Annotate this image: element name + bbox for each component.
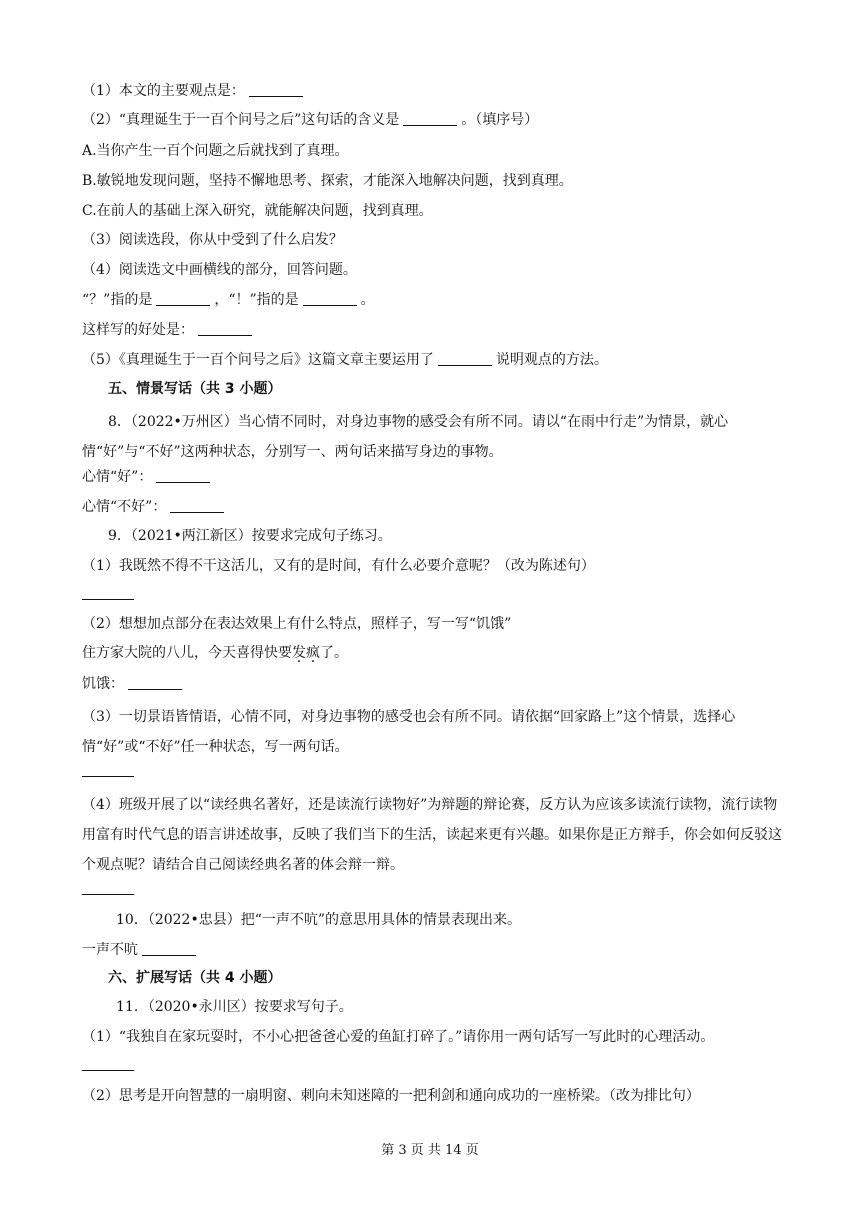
good-mood-label: 心情“好”： (82, 469, 153, 485)
q9-part4: （4）班级开展了以“读经典名著好，还是读流行读物好”为辩题的辩论赛，反方认为应该多读流行读物，流行读物用富有时代气息的语言讲述故事，反映了我们当下的生活，读起来更有兴趣。如果你是正方辩手，你会如何反驳这个观点呢？请结合自己阅读经典名著的体会辩一辩。 (82, 797, 782, 873)
section-five-heading: 五、情景写话（共 3 小题） (108, 381, 282, 397)
answer-blank (403, 111, 457, 126)
bad-mood-label: 心情“不好”： (82, 499, 167, 515)
q7-part5-text: （5）《真理诞生于一百个问号之后》这篇文章主要运用了 (82, 352, 434, 368)
q7-part2 (82, 109, 790, 131)
answer-blank (156, 291, 210, 306)
answer-line (82, 894, 134, 895)
q9-example (82, 642, 790, 664)
answer-blank (170, 498, 224, 513)
q9-part2: （2）想想加点部分在表达效果上有什么特点，照样子，写一写“饥饿” (82, 616, 512, 632)
q9-part3: （3）一切景语皆情语，心情不同，对身边事物的感受也会有所不同。请依据“回家路上”这个情景，选择心情“好”或“不好”任一种状态，写一两句话。 (82, 709, 736, 755)
q11-part2: （2）思考是开向智慧的一扇明窗、刺向未知迷障的一把利剑和通向成功的一座桥梁。（改为排比句） (82, 1088, 700, 1104)
q8-good-mood (82, 466, 790, 488)
q9-prompt: 9．（2021•两江新区）按要求完成句子练习。 (108, 528, 392, 544)
example-end: 了。 (320, 645, 348, 661)
answer-blank (249, 82, 303, 97)
answer-blank (303, 291, 357, 306)
dotted-char: 疯 (306, 645, 320, 661)
q8-prompt: 8．（2022•万州区）当心情不同时，对身边事物的感受会有所不同。请以“在雨中行走”为情景，就心情“好”与“不好”这两种状态，分别写一、两句话来描写身边的事物。 (82, 414, 729, 460)
q9-part1: （1）我既然不得不干这活儿，又有的是时间，有什么必要介意呢？（改为陈述句） (82, 558, 595, 574)
q10-answer (82, 939, 790, 961)
q7-part2-text: （2）“真理诞生于一百个问号之后”这句话的含义是 (82, 112, 400, 128)
q7-part2-suffix: 。（填序号） (461, 112, 539, 128)
q8-bad-mood (82, 496, 790, 518)
option-c: C.在前人的基础上深入研究，就能解决问题，找到真理。 (82, 203, 433, 219)
period: 。 (360, 292, 375, 308)
benefit-label: 这样写的好处是： (82, 322, 194, 338)
section-six-heading: 六、扩展写话（共 4 小题） (108, 970, 282, 986)
q7-part5 (82, 349, 790, 371)
exclamation-label: ，“！”指的是 (214, 292, 299, 308)
q7-part3: （3）阅读选段，你从中受到了什么启发？ (82, 232, 343, 248)
question-mark-label: “？”指的是 (82, 292, 153, 308)
answer-line (82, 776, 134, 777)
example-text: 住方家大院的八儿，今天喜得快要 (82, 645, 292, 661)
q7-part5-suffix: 说明观点的方法。 (495, 352, 608, 368)
q7-part4-benefit (82, 319, 790, 341)
answer-blank (156, 468, 210, 483)
q7-part4-answers (82, 289, 790, 311)
q11-part1: （1）“我独自在家玩耍时，不小心把爸爸心爱的鱼缸打碎了。”请你用一两句话写一写此时的心理活动。 (82, 1029, 715, 1045)
answer-blank (128, 675, 182, 690)
q7-part1 (82, 80, 790, 102)
answer-blank (438, 351, 492, 366)
q11-prompt: 11．（2020•永川区）按要求写句子。 (116, 999, 353, 1015)
answer-blank (198, 321, 252, 336)
q9-hunger (82, 673, 790, 695)
answer-blank (142, 941, 196, 956)
q7-part1-text: （1）本文的主要观点是： (82, 83, 245, 99)
q10-label: 一声不吭 (82, 942, 138, 958)
answer-line (82, 599, 134, 600)
hunger-label: 饥饿： (82, 676, 124, 692)
q7-part4: （4）阅读选文中画横线的部分，回答问题。 (82, 262, 357, 278)
answer-line (82, 1070, 134, 1071)
option-b: B.敏锐地发现问题，坚持不懈地思考、探索，才能深入地解决问题，找到真理。 (82, 173, 573, 189)
option-a: A.当你产生一百个问题之后就找到了真理。 (82, 143, 349, 159)
dotted-char: 发 (292, 645, 306, 661)
q10-prompt: 10．（2022•忠县）把“一声不吭”的意思用具体的情景表现出来。 (116, 912, 522, 928)
page-footer: 第 3 页 共 14 页 (381, 1143, 479, 1158)
